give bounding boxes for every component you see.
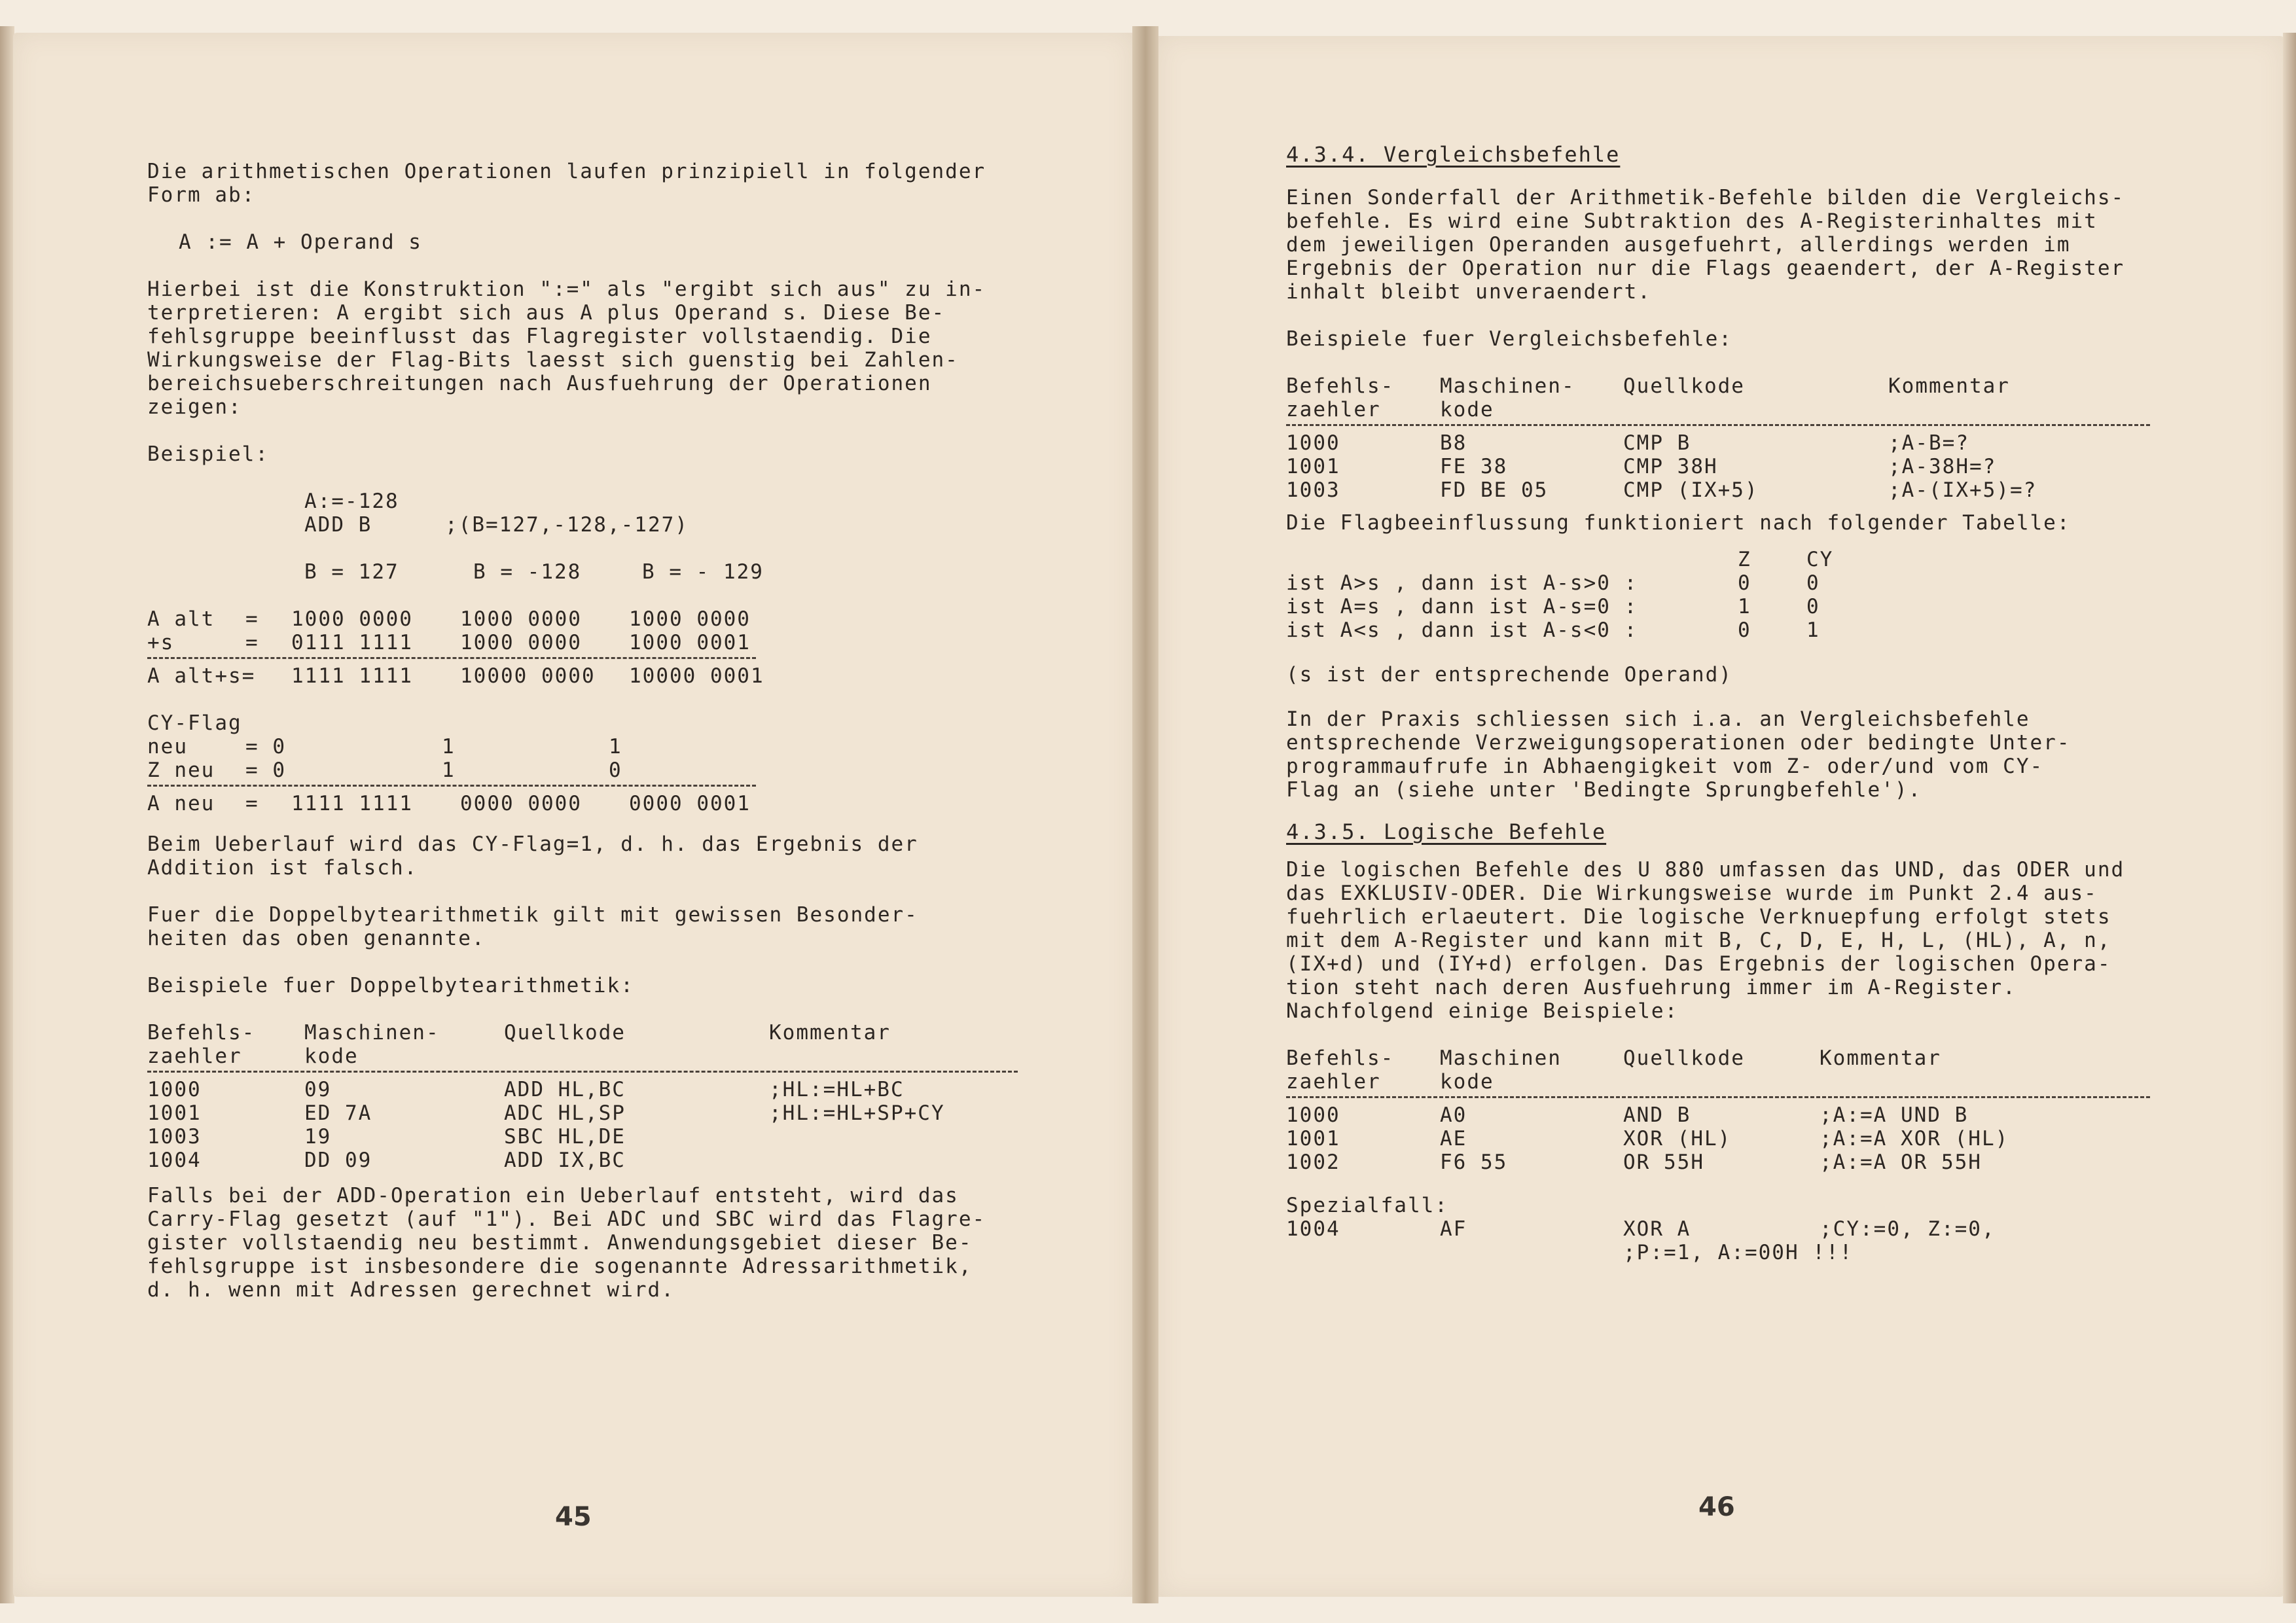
compare-line: befehle. Es wird eine Subtraktion des A-Registerinhaltes mit <box>1286 209 2098 233</box>
divider <box>147 657 756 659</box>
table-row: 1004 DD 09 ADD IX,BC <box>147 1149 626 1172</box>
explanation-line: bereichsueberschreitungen nach Ausfuehrung der Operationen <box>147 372 932 395</box>
logic-line: Die logischen Befehle des U 880 umfassen das UND, das ODER und <box>1286 858 2125 882</box>
closing-line: Carry-Flag gesetzt (auf "1"). Bei ADC und SBC wird das Flagre- <box>147 1207 986 1231</box>
divider <box>1286 424 2150 426</box>
table-header: Befehls- Maschinen Quellkode Kommentar <box>1286 1046 1941 1070</box>
table-row: 1000 09 ADD HL,BC ;HL:=HL+BC <box>147 1078 905 1101</box>
page-number-right: 46 <box>1698 1492 1735 1522</box>
compare-line: Einen Sonderfall der Arithmetik-Befehle bilden die Vergleichs- <box>1286 186 2125 209</box>
overflow-line: Beim Ueberlauf wird das CY-Flag=1, d. h. das Ergebnis der <box>147 832 918 856</box>
double-examples-label: Beispiele fuer Doppelbytearithmetik: <box>147 974 634 997</box>
closing-line: d. h. wenn mit Adressen gerechnet wird. <box>147 1278 675 1302</box>
practice-line: In der Praxis schliessen sich i.a. an Vergleichsbefehle <box>1286 707 2030 731</box>
practice-line: programmaufrufe in Abhaengigkeit vom Z- oder/und vom CY- <box>1286 755 2044 778</box>
book-edge-right <box>2283 33 2296 1603</box>
case-label: B = 127 <box>304 560 399 584</box>
table-row: 1003 19 SBC HL,DE <box>147 1125 626 1149</box>
compare-line: inhalt bleibt unveraendert. <box>1286 280 1651 304</box>
table-row-continuation: ;P:=1, A:=00H !!! <box>1623 1241 1854 1264</box>
table-row: 1004 AF XOR A ;CY:=0, Z:=0, <box>1286 1217 1996 1241</box>
book-spine <box>1132 26 1158 1603</box>
flag-table-row: ist A=s , dann ist A-s=0 : 1 0 <box>1286 595 1820 618</box>
divider <box>1286 1096 2150 1098</box>
book-edge-left <box>0 26 14 1603</box>
logic-line: das EXKLUSIV-ODER. Die Wirkungsweise wurde im Punkt 2.4 aus- <box>1286 882 2098 905</box>
special-label: Spezialfall: <box>1286 1194 1448 1217</box>
table-header: Befehls- Maschinen- Quellkode Kommentar <box>147 1021 891 1044</box>
calc-row: +s = 0111 1111 1000 0000 1000 0001 <box>147 631 751 654</box>
logic-line: (IX+d) und (IY+d) erfolgen. Das Ergebnis der logischen Opera- <box>1286 952 2111 976</box>
left-page-text <box>147 160 1064 1302</box>
double-line: heiten das oben genannte. <box>147 927 486 950</box>
case-label: B = -128 <box>473 560 582 584</box>
compare-examples-label: Beispiele fuer Vergleichsbefehle: <box>1286 327 1732 351</box>
closing-line: Falls bei der ADD-Operation ein Ueberlauf entsteht, wird das <box>147 1184 959 1207</box>
logic-line: tion steht nach deren Ausfuehrung immer im A-Register. <box>1286 976 2017 999</box>
operand-note: (s ist der entsprechende Operand) <box>1286 663 1732 687</box>
example-code-comment: ;(B=127,-128,-127) <box>445 513 689 537</box>
table-row: 1002 F6 55 OR 55H ;A:=A OR 55H <box>1286 1150 1982 1174</box>
calc-row: A alt = 1000 0000 1000 0000 1000 0000 <box>147 607 751 631</box>
example-code-line2: ADD B <box>304 513 372 537</box>
divider <box>147 785 756 787</box>
closing-line: gister vollstaendig neu bestimmt. Anwendungsgebiet dieser Be- <box>147 1231 973 1255</box>
flag-title: CY-Flag <box>147 711 242 735</box>
section-heading-4-3-4: 4.3.4. Vergleichsbefehle <box>1286 142 1621 167</box>
sum-row: A alt+s= 1111 1111 10000 0000 10000 0001 <box>147 664 764 688</box>
table-row: 1001 AE XOR (HL) ;A:=A XOR (HL) <box>1286 1127 2009 1150</box>
table-header: zaehler kode <box>147 1044 359 1068</box>
explanation-line: terpretieren: A ergibt sich aus A plus Operand s. Diese Be- <box>147 301 946 325</box>
divider <box>147 1071 1018 1073</box>
table-row: 1000 A0 AND B ;A:=A UND B <box>1286 1103 1969 1127</box>
table-row: 1003 FD BE 05 CMP (IX+5) ;A-(IX+5)=? <box>1286 478 2037 502</box>
intro-line: Die arithmetischen Operationen laufen prinzipiell in folgender <box>147 160 986 183</box>
case-label: B = - 129 <box>642 560 764 584</box>
flag-table-row: ist A<s , dann ist A-s<0 : 0 1 <box>1286 618 1820 642</box>
explanation-line: Wirkungsweise der Flag-Bits laesst sich guenstig bei Zahlen- <box>147 348 959 372</box>
flag-intro: Die Flagbeeinflussung funktioniert nach folgender Tabelle: <box>1286 511 2071 535</box>
explanation-line: fehlsgruppe beeinflusst das Flagregister vollstaendig. Die <box>147 325 932 348</box>
table-header: zaehler kode <box>1286 398 1494 421</box>
page-number-left: 45 <box>555 1502 592 1532</box>
practice-line: entsprechende Verzweigungsoperationen oder bedingte Unter- <box>1286 731 2071 755</box>
example-code-line1: A:=-128 <box>304 490 399 513</box>
explanation-line: zeigen: <box>147 395 242 419</box>
flag-row: Z neu = 0 1 0 <box>147 758 622 782</box>
logic-line: fuehrlich erlaeutert. Die logische Verknuepfung erfolgt stets <box>1286 905 2111 929</box>
double-line: Fuer die Doppelbytearithmetik gilt mit gewissen Besonder- <box>147 903 918 927</box>
table-header: Befehls- Maschinen- Quellkode Kommentar <box>1286 374 2010 398</box>
flag-table-row: ist A>s , dann ist A-s>0 : 0 0 <box>1286 571 1820 595</box>
result-row: A neu = 1111 1111 0000 0000 0000 0001 <box>147 792 751 815</box>
explanation-line: Hierbei ist die Konstruktion ":=" als "ergibt sich aus" zu in- <box>147 277 986 301</box>
table-header: zaehler kode <box>1286 1070 1494 1094</box>
logic-line: Nachfolgend einige Beispiele: <box>1286 999 1679 1023</box>
section-heading-4-3-5: 4.3.5. Logische Befehle <box>1286 819 1607 844</box>
practice-line: Flag an (siehe unter 'Bedingte Sprungbefehle'). <box>1286 778 1922 802</box>
closing-line: fehlsgruppe ist insbesondere die sogenannte Adressarithmetik, <box>147 1255 973 1278</box>
table-row: 1001 FE 38 CMP 38H ;A-38H=? <box>1286 455 1997 478</box>
flag-row: neu = 0 1 1 <box>147 735 622 758</box>
table-row: 1000 B8 CMP B ;A-B=? <box>1286 431 1969 455</box>
right-page-text <box>1286 143 2215 1264</box>
flag-table-header: Z CY <box>1738 548 1834 571</box>
formula: A := A + Operand s <box>179 230 422 254</box>
intro-line: Form ab: <box>147 183 256 207</box>
logic-line: mit dem A-Register und kann mit B, C, D, E, H, L, (HL), A, n, <box>1286 929 2111 952</box>
example-label: Beispiel: <box>147 442 269 466</box>
compare-line: Ergebnis der Operation nur die Flags geaendert, der A-Register <box>1286 257 2125 280</box>
compare-line: dem jeweiligen Operanden ausgefuehrt, allerdings werden im <box>1286 233 2071 257</box>
overflow-line: Addition ist falsch. <box>147 856 418 880</box>
table-row: 1001 ED 7A ADC HL,SP ;HL:=HL+SP+CY <box>147 1101 945 1125</box>
